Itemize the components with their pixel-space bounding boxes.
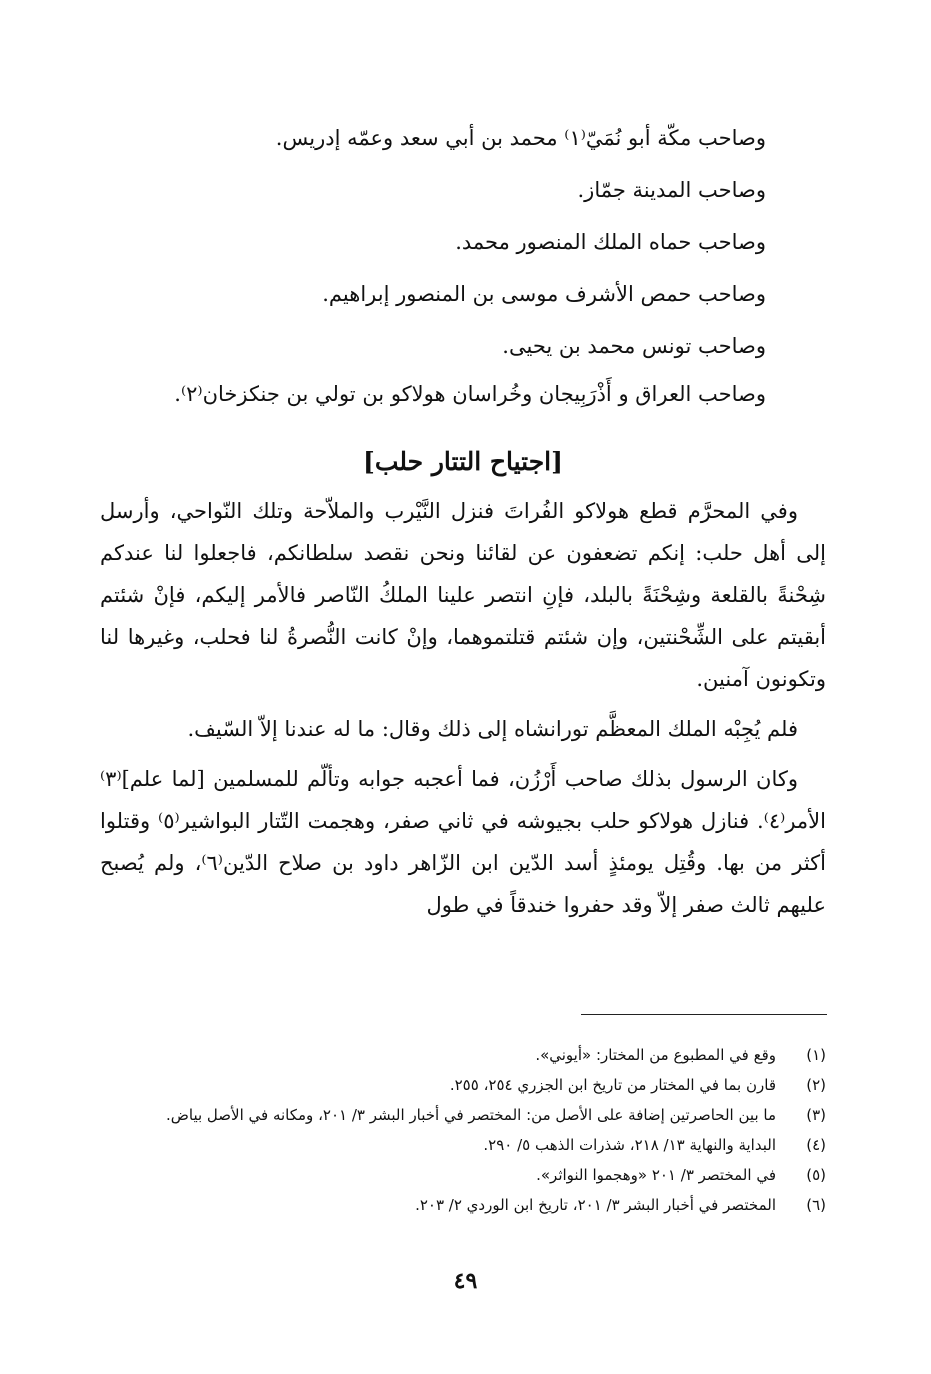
footnote-text: المختصر في أخبار البشر ٣/ ٢٠١، تاريخ ابن الوردي ٢/ ٢٠٣.	[415, 1196, 776, 1214]
footnote-text: في المختصر ٣/ ٢٠١ «وهجموا النواثر».	[536, 1166, 776, 1184]
footnote-text: البداية والنهاية ١٣/ ٢١٨، شذرات الذهب ٥/ ٢٩٠.	[483, 1136, 776, 1154]
footnote-item	[104, 1070, 826, 1100]
footnote-item	[104, 1160, 826, 1190]
footnote-text: وقع في المطبوع من المختار: «أيوني».	[535, 1046, 776, 1064]
section-heading: [اجتياح التتار حلب]	[363, 447, 563, 476]
footnote-item	[104, 1100, 826, 1130]
footnote-number: (٢)	[806, 1076, 826, 1094]
ruler-line-iraq: وصاحب العراق و أَذْرَبِيجان وخُراسان هولاكو بن تولي بن جنكزخان⁽٢⁾.	[174, 382, 766, 406]
ruler-line-homs: وصاحب حمص الأشرف موسى بن المنصور إبراهيم.	[322, 282, 766, 306]
footnote-number: (٤)	[806, 1136, 826, 1154]
paragraph-3: وكان الرسول بذلك صاحب أَرْزُن، فما أعجبه جوابه وتألّم للمسلمين [لما علم]⁽٣⁾ الأمر⁽٤⁾. فنازل هولاكو حلب بجيوشه في ثاني صفر، وهجمت التّتار البواشير⁽٥⁾ وقتلوا أكثر من بها. وقُتِل يومئذٍ أسد الدّين ابن الزّاهر داود بن صلاح الدّين⁽٦⁾، ولم يُصبح عليهم ثالث صفر إلاّ وقد حفروا خندقاً في طول	[100, 767, 826, 917]
page-number: ٤٩	[453, 1268, 478, 1294]
footnote-item	[104, 1190, 826, 1220]
ruler-line-medina: وصاحب المدينة جمّاز.	[577, 178, 766, 202]
footnote-number: (٥)	[806, 1166, 826, 1184]
paragraph-2: فلم يُجِبْه الملك المعظَّم تورانشاه إلى ذلك وقال: ما له عندنا إلاّ السّيف.	[187, 717, 798, 741]
ruler-line-mecca: وصاحب مكّة أبو نُمَيّ⁽١⁾ محمد بن أبي سعد وعمّه إدريس.	[275, 126, 766, 150]
footnote-number: (٣)	[806, 1106, 826, 1124]
ruler-line-hama: وصاحب حماه الملك المنصور محمد.	[455, 230, 766, 254]
footnote-number: (٦)	[806, 1196, 826, 1214]
footnote-separator	[581, 1014, 827, 1015]
footnotes	[104, 1040, 826, 1220]
footnote-number: (١)	[806, 1046, 826, 1064]
main-text	[100, 112, 826, 934]
footnote-item	[104, 1040, 826, 1070]
footnote-item	[104, 1130, 826, 1160]
ruler-line-tunis: وصاحب تونس محمد بن يحيى.	[502, 334, 766, 358]
footnote-text: ما بين الحاصرتين إضافة على الأصل من: المختصر في أخبار البشر ٣/ ٢٠١، ومكانه في الأصل بياض.	[165, 1106, 776, 1124]
footnote-text: قارن بما في المختار من تاريخ ابن الجزري ٢٥٤، ٢٥٥.	[449, 1076, 776, 1094]
paragraph-1: وفي المحرَّم قطع هولاكو الفُراتَ فنزل النَّيْرب والملاّحة وتلك النّواحي، وأرسل إلى أهل حلب: إنكم تضعفون عن لقائنا ونحن نقصد سلطانكم، فاجعلوا لنا عندكم شِحْنةً بالقلعة وشِحْنَةً بالبلد، فإنِ انتصر علينا الملكُ النّاصر فالأمر إليكم، فإنْ شئتم أبقيتم على الشِّحْنتين، وإن شئتم قتلتموهما، وإنْ كانت النُّصرةُ لنا فحلب، وغيرها لنا وتكونون آمنين.	[100, 499, 826, 691]
